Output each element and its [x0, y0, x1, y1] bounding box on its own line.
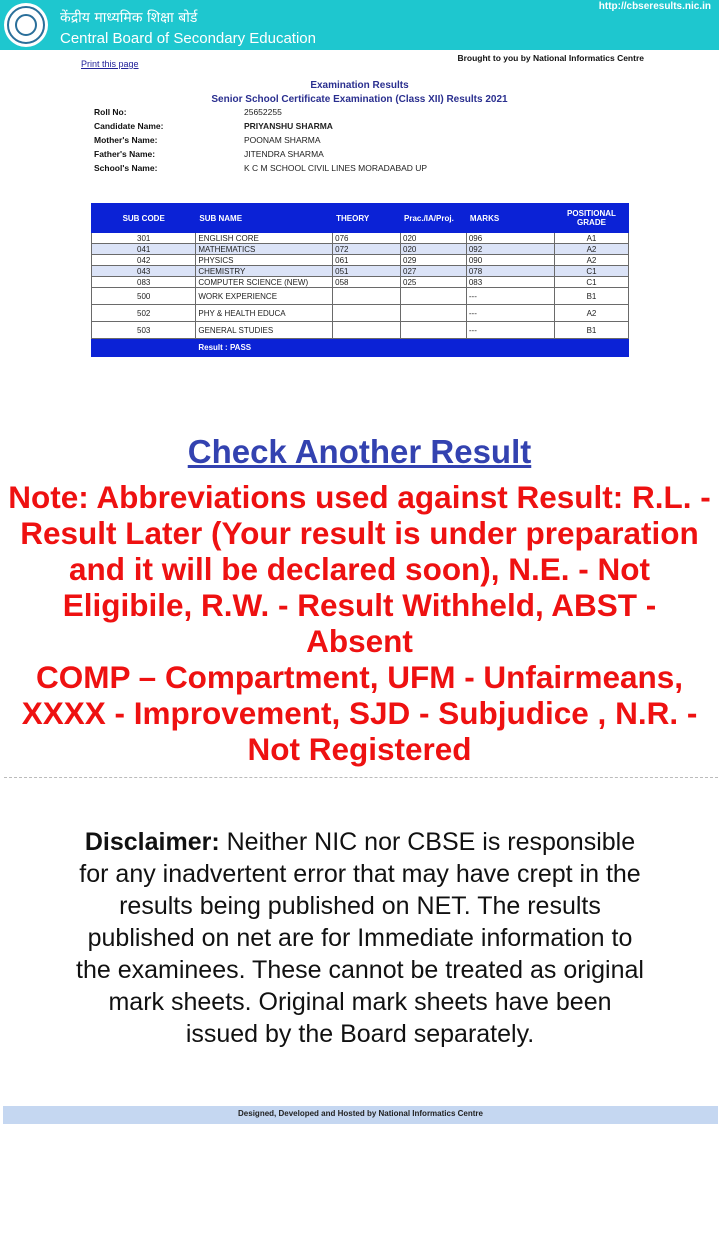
sub-name: COMPUTER SCIENCE (NEW) [196, 277, 333, 288]
table-row [92, 322, 629, 339]
sub-code: 503 [92, 322, 196, 339]
grade: C1 [555, 277, 629, 288]
mother-name-value: POONAM SHARMA [244, 135, 321, 145]
theory [333, 288, 401, 305]
col-theory: THEORY [333, 204, 401, 233]
table-header-row [92, 204, 629, 233]
school-name-value: K C M SCHOOL CIVIL LINES MORADABAD UP [244, 163, 428, 173]
sub-code: 502 [92, 305, 196, 322]
sub-code: 043 [92, 266, 196, 277]
marks-table [91, 203, 629, 357]
school-name-label: School's Name: [94, 163, 158, 173]
sub-name: ENGLISH CORE [196, 233, 333, 244]
father-name-row [94, 149, 427, 163]
result-label: Result : [198, 343, 228, 352]
grade: B1 [555, 322, 629, 339]
sub-code: 500 [92, 288, 196, 305]
table-row [92, 266, 629, 277]
col-marks: MARKS [466, 204, 554, 233]
result-cell [196, 339, 629, 357]
theory [333, 322, 401, 339]
school-name-row [94, 163, 427, 177]
candidate-info [94, 107, 427, 177]
theory: 061 [333, 255, 401, 266]
table-row [92, 233, 629, 244]
disclaimer [70, 826, 650, 1050]
theory: 058 [333, 277, 401, 288]
note-line-2: COMP – Compartment, UFM - Unfairmeans, XXXX - Improvement, SJD - Subjudice , N.R. - Not Registered [21, 659, 698, 767]
marks: 090 [466, 255, 554, 266]
marks: --- [466, 322, 554, 339]
practical: 027 [401, 266, 467, 277]
table-row [92, 244, 629, 255]
marks: --- [466, 305, 554, 322]
col-grade: POSITIONAL GRADE [555, 204, 629, 233]
footer: Designed, Developed and Hosted by National Informatics Centre [3, 1106, 718, 1124]
roll-row [94, 107, 427, 121]
sub-code: 041 [92, 244, 196, 255]
site-url[interactable]: http://cbseresults.nic.in [598, 1, 711, 12]
sub-code: 301 [92, 233, 196, 244]
father-name-value: JITENDRA SHARMA [244, 149, 324, 159]
practical: 020 [401, 244, 467, 255]
sub-name: GENERAL STUDIES [196, 322, 333, 339]
practical [401, 322, 467, 339]
brought-by-text: Brought to you by National Informatics Centre [457, 53, 644, 63]
practical [401, 305, 467, 322]
grade: C1 [555, 266, 629, 277]
father-name-label: Father's Name: [94, 149, 156, 159]
practical: 025 [401, 277, 467, 288]
sub-name: MATHEMATICS [196, 244, 333, 255]
result-value: PASS [229, 343, 252, 352]
grade: A2 [555, 244, 629, 255]
divider [4, 777, 718, 778]
table-row [92, 277, 629, 288]
col-sub-code: SUB CODE [92, 204, 196, 233]
grade: A1 [555, 233, 629, 244]
grade: A2 [555, 255, 629, 266]
candidate-name-label: Candidate Name: [94, 121, 164, 131]
abbreviations-note [6, 479, 713, 767]
note-line-1: Note: Abbreviations used against Result: R.L. - Result Later (Your result is under preparation and it will be declared soon), N.E. - Not Eligibile, R.W. - Result Withheld, ABST - Absent [8, 479, 711, 659]
hindi-title: केंद्रीय माध्यमिक शिक्षा बोर्ड [60, 10, 198, 26]
table-row [92, 255, 629, 266]
col-sub-name: SUB NAME [196, 204, 333, 233]
disclaimer-text: Neither NIC nor CBSE is responsible for any inadvertent error that may have crept in the results being published on NET. The results published on net are for Immediate information to the examinees. These cannot be treated as original mark sheets. Original mark sheets have been issued by the Board separately. [76, 828, 644, 1048]
grade: A2 [555, 305, 629, 322]
check-another-result-link[interactable]: Check Another Result [187, 433, 532, 470]
theory: 072 [333, 244, 401, 255]
exam-subtitle: Senior School Certificate Examination (Class XII) Results 2021 [211, 94, 508, 105]
print-page-link[interactable]: Print this page [81, 59, 139, 69]
result-row [92, 339, 629, 357]
marks: 078 [466, 266, 554, 277]
mother-name-row [94, 135, 427, 149]
sub-name: PHYSICS [196, 255, 333, 266]
roll-label: Roll No: [94, 107, 127, 117]
theory: 076 [333, 233, 401, 244]
mother-name-label: Mother's Name: [94, 135, 158, 145]
sub-name: PHY & HEALTH EDUCA [196, 305, 333, 322]
col-practical: Prac./IA/Proj. [401, 204, 467, 233]
roll-value: 25652255 [244, 107, 282, 117]
theory [333, 305, 401, 322]
marks: 096 [466, 233, 554, 244]
candidate-name-value: PRIYANSHU SHARMA [244, 121, 333, 131]
theory: 051 [333, 266, 401, 277]
table-row [92, 305, 629, 322]
sub-name: WORK EXPERIENCE [196, 288, 333, 305]
practical: 029 [401, 255, 467, 266]
practical [401, 288, 467, 305]
exam-title: Examination Results [310, 80, 409, 91]
table-row [92, 288, 629, 305]
result-spacer [92, 339, 196, 357]
disclaimer-label: Disclaimer: [84, 828, 220, 856]
marks: --- [466, 288, 554, 305]
practical: 020 [401, 233, 467, 244]
sub-name: CHEMISTRY [196, 266, 333, 277]
site-header [0, 0, 719, 50]
sub-code: 042 [92, 255, 196, 266]
cbse-logo-icon [4, 3, 48, 47]
candidate-name-row [94, 121, 427, 135]
sub-code: 083 [92, 277, 196, 288]
marks: 092 [466, 244, 554, 255]
english-title: Central Board of Secondary Education [60, 30, 316, 47]
marks: 083 [466, 277, 554, 288]
grade: B1 [555, 288, 629, 305]
